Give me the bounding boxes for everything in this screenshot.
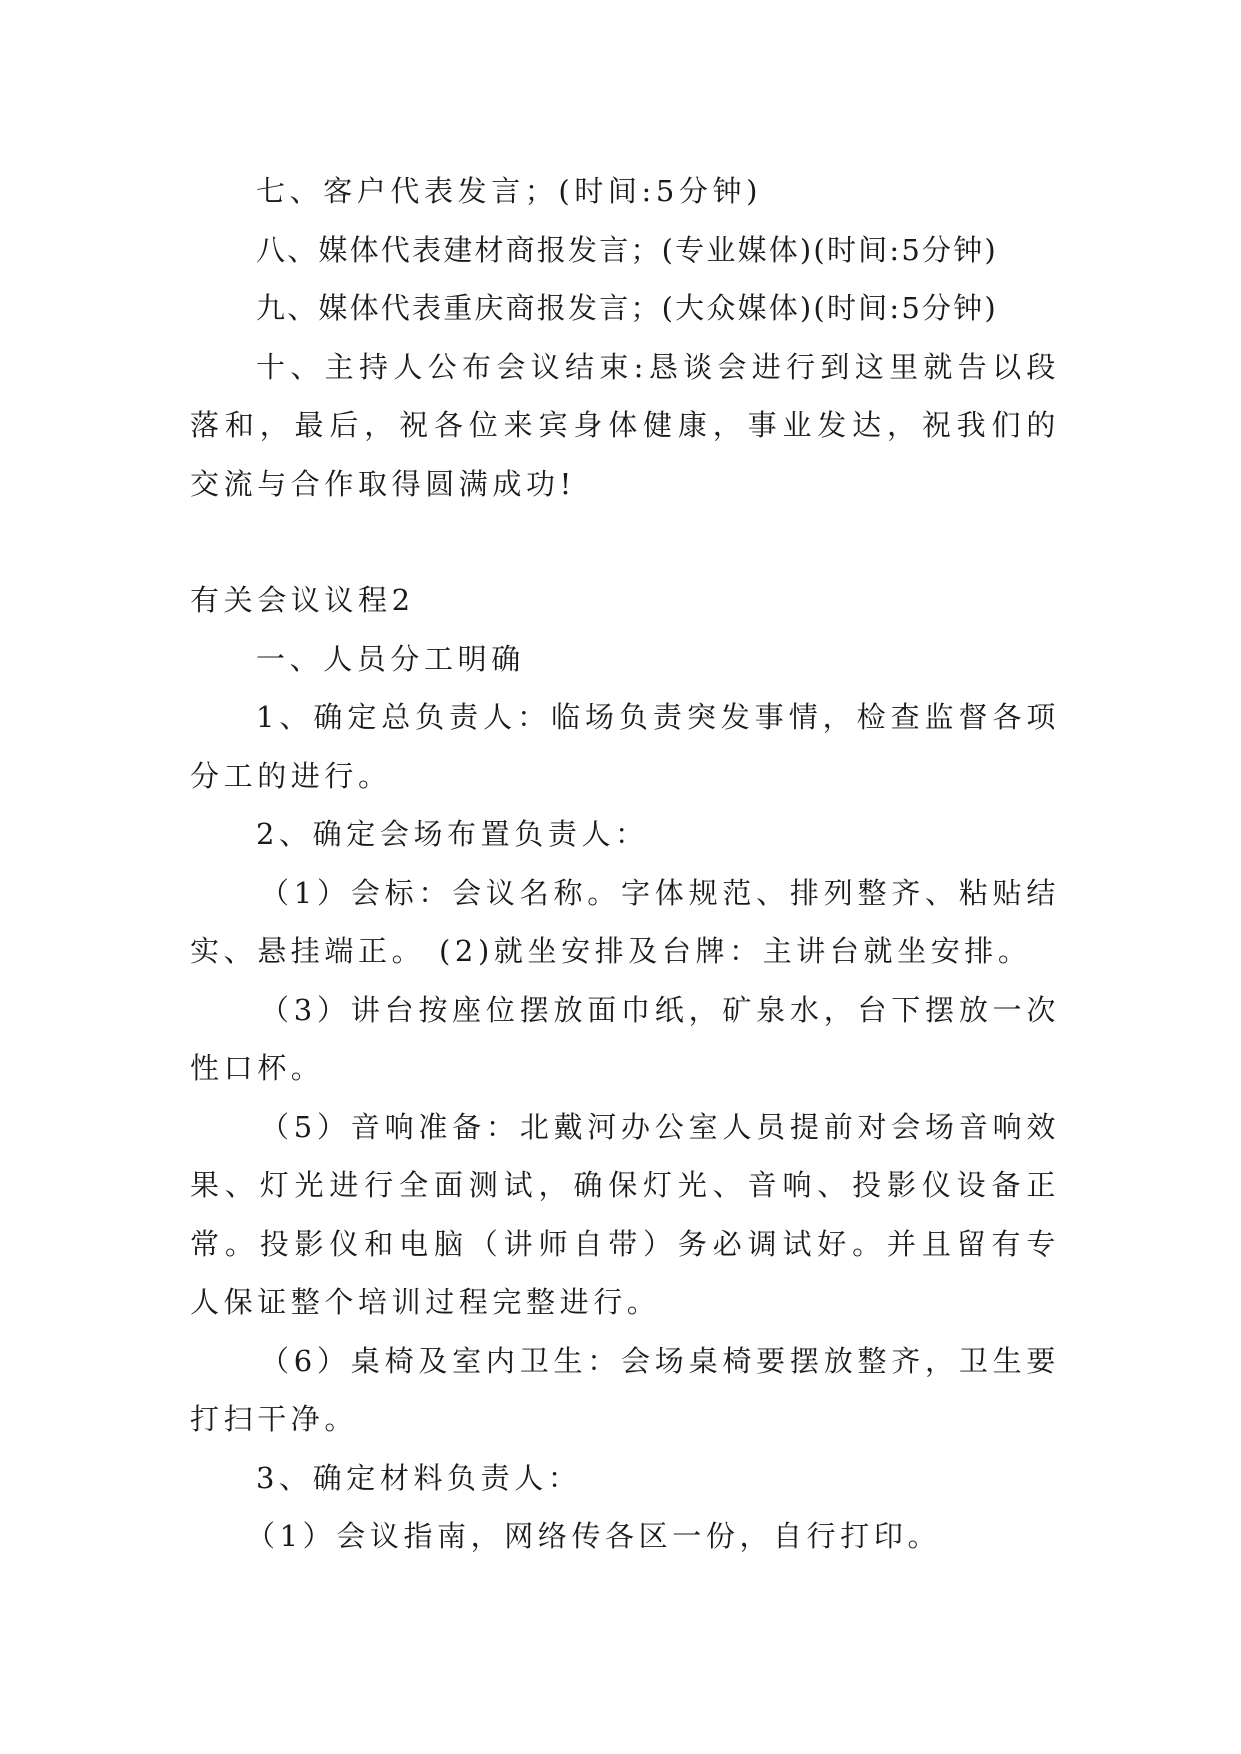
task-venue-layout: 2、确定会场布置负责人： xyxy=(256,817,649,851)
agenda-item-7: 七、客户代表发言；(时间:5分钟) xyxy=(256,174,763,208)
agenda-item-10: 十、主持人公布会议结束:恳谈会进行到这里就告以段落和，最后，祝各位来宾身体健康，事业发达，祝我们的交流与合作取得圆满成功! xyxy=(190,349,1060,501)
document-body xyxy=(190,162,1060,1566)
venue-subitem-podium: （3）讲台按座位摆放面巾纸，矿泉水，台下摆放一次性口杯。 xyxy=(190,992,1060,1085)
venue-subitem-furniture: （6）桌椅及室内卫生：会场桌椅要摆放整齐，卫生要打扫干净。 xyxy=(190,1343,1060,1436)
agenda-item-8: 八、媒体代表建材商报发言；(专业媒体)(时间:5分钟) xyxy=(256,232,998,267)
section-heading: 有关会议议程2 xyxy=(190,583,415,617)
venue-subitem-banner: （1）会标：会议名称。字体规范、排列整齐、粘贴结实、悬挂端正。 (2)就坐安排及台牌：主讲台就坐安排。 xyxy=(190,875,1060,968)
materials-subitem-guide: （1）会议指南，网络传各区一份，自行打印。 xyxy=(246,1519,942,1553)
task-materials: 3、确定材料负责人： xyxy=(256,1460,582,1495)
venue-subitem-audio: （5）音响准备：北戴河办公室人员提前对会场音响效果、灯光进行全面测试，确保灯光、音响、投影仪设备正常。投影仪和电脑（讲师自带）务必调试好。并且留有专人保证整个培训过程完整进行。 xyxy=(190,1109,1060,1319)
task-general-manager: 1、确定总负责人：临场负责突发事情，检查监督各项分工的进行。 xyxy=(190,700,1060,793)
section-1-title: 一、人员分工明确 xyxy=(256,641,525,676)
agenda-item-9: 九、媒体代表重庆商报发言；(大众媒体)(时间:5分钟) xyxy=(256,291,998,325)
